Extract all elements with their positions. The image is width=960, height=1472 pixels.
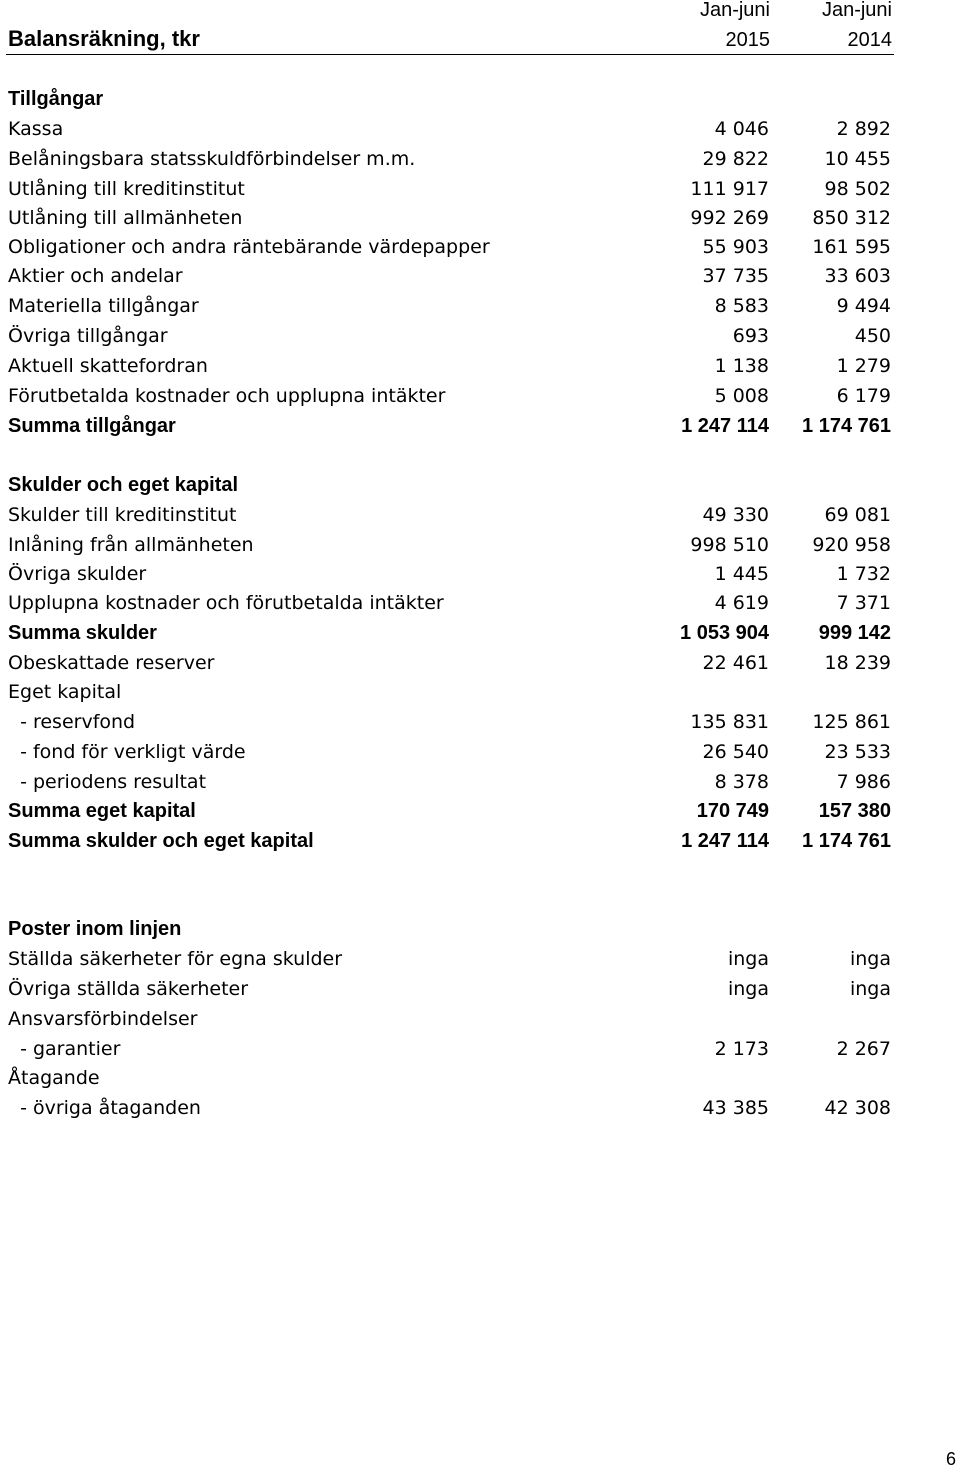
- row-value-2015: 4 619: [714, 592, 769, 614]
- row-value-2015: 135 831: [690, 711, 769, 733]
- header-divider: [6, 54, 894, 55]
- row-value-2015: 49 330: [702, 504, 769, 526]
- table-row: [0, 203, 960, 233]
- row-label: Kassa: [8, 118, 64, 140]
- table-row: [0, 351, 960, 381]
- table-row: [0, 500, 960, 530]
- row-value-2014: 2 892: [836, 118, 891, 140]
- row-value-2015: inga: [727, 978, 769, 1000]
- page-number: 6: [945, 1449, 956, 1469]
- table-row: [0, 588, 960, 618]
- table-row: [0, 796, 960, 826]
- row-value-2015: 22 461: [702, 652, 769, 674]
- column-header-2014-period: Jan-juni: [821, 0, 892, 21]
- row-label: Inlåning från allmänheten: [8, 534, 254, 556]
- row-label: Ställda säkerheter för egna skulder: [8, 948, 343, 970]
- row-label: - övriga åtaganden: [8, 1097, 201, 1119]
- table-row: [0, 737, 960, 767]
- row-value-2015: inga: [727, 948, 769, 970]
- table-row: [0, 677, 960, 707]
- table-row: [0, 1034, 960, 1064]
- row-value-2014: 98 502: [824, 178, 891, 200]
- row-label: Övriga skulder: [8, 563, 147, 585]
- row-label: Poster inom linjen: [8, 918, 182, 940]
- row-value-2015: 4 046: [714, 118, 769, 140]
- row-value-2014: 1 174 761: [802, 415, 891, 437]
- row-value-2014: 10 455: [824, 148, 891, 170]
- row-label: Materiella tillgångar: [8, 295, 199, 317]
- row-value-2014: 850 312: [812, 207, 891, 229]
- table-row: [0, 291, 960, 321]
- table-row: [0, 559, 960, 589]
- row-label: Övriga ställda säkerheter: [8, 978, 249, 1000]
- row-value-2015: 29 822: [702, 148, 769, 170]
- row-value-2015: 5 008: [714, 385, 769, 407]
- row-label: Aktier och andelar: [8, 265, 183, 287]
- row-value-2015: 26 540: [702, 741, 769, 763]
- table-row: [0, 826, 960, 856]
- row-value-2014: 7 986: [836, 771, 891, 793]
- row-value-2014: 23 533: [824, 741, 891, 763]
- row-value-2014: 42 308: [824, 1097, 891, 1119]
- row-value-2015: 693: [732, 325, 769, 347]
- row-value-2015: 37 735: [702, 265, 769, 287]
- row-label: - fond för verkligt värde: [8, 741, 246, 763]
- row-value-2015: 1 247 114: [681, 830, 769, 852]
- table-row: [0, 470, 960, 500]
- table-row: [0, 174, 960, 204]
- row-label: Summa skulder och eget kapital: [8, 830, 314, 852]
- row-label: Summa eget kapital: [8, 800, 196, 822]
- table-row: [0, 411, 960, 441]
- row-label: Utlåning till kreditinstitut: [8, 178, 245, 200]
- table-row: [0, 944, 960, 974]
- row-value-2014: inga: [849, 978, 891, 1000]
- table-row: [0, 144, 960, 174]
- table-row: [0, 1063, 960, 1093]
- column-header-2014-year: 2014: [847, 29, 892, 51]
- table-row: [0, 261, 960, 291]
- row-value-2015: 55 903: [702, 236, 769, 258]
- row-label: Summa tillgångar: [8, 415, 176, 437]
- row-label: Aktuell skattefordran: [8, 355, 208, 377]
- row-value-2015: 2 173: [714, 1038, 769, 1060]
- row-value-2014: 18 239: [824, 652, 891, 674]
- row-label: Övriga tillgångar: [8, 325, 168, 347]
- row-value-2015: 170 749: [696, 800, 769, 822]
- row-label: Ansvarsförbindelser: [8, 1008, 198, 1030]
- row-label: Förutbetalda kostnader och upplupna intäkter: [8, 385, 446, 407]
- row-value-2014: 450: [854, 325, 891, 347]
- row-value-2014: 9 494: [836, 295, 891, 317]
- row-label: Summa skulder: [8, 622, 157, 644]
- table-row: [0, 321, 960, 351]
- row-value-2014: 161 595: [812, 236, 891, 258]
- table-row: [0, 232, 960, 262]
- row-label: Skulder till kreditinstitut: [8, 504, 237, 526]
- table-row: [0, 707, 960, 737]
- row-label: - periodens resultat: [8, 771, 207, 793]
- column-header-2015-period: Jan-juni: [699, 0, 770, 21]
- table-row: [0, 914, 960, 944]
- row-label: Tillgångar: [8, 88, 104, 110]
- row-value-2014: inga: [849, 948, 891, 970]
- table-row: [0, 381, 960, 411]
- table-row: [0, 1004, 960, 1034]
- row-value-2014: 1 174 761: [802, 830, 891, 852]
- row-label: Obligationer och andra räntebärande värdepapper: [8, 236, 490, 258]
- row-value-2015: 1 445: [714, 563, 769, 585]
- table-row: [0, 767, 960, 797]
- row-value-2015: 8 378: [714, 771, 769, 793]
- row-value-2015: 1 247 114: [681, 415, 769, 437]
- row-label: - reservfond: [8, 711, 136, 733]
- row-label: Utlåning till allmänheten: [8, 207, 243, 229]
- column-header-2014: [772, 0, 892, 56]
- row-value-2015: 992 269: [690, 207, 769, 229]
- page-title: Balansräkning, tkr: [8, 26, 200, 51]
- table-row: [0, 618, 960, 648]
- table-row: [0, 114, 960, 144]
- row-value-2014: 2 267: [836, 1038, 891, 1060]
- row-value-2014: 1 279: [836, 355, 891, 377]
- row-value-2015: 1 138: [714, 355, 769, 377]
- row-value-2015: 1 053 904: [680, 622, 769, 644]
- column-header-2015-year: 2015: [725, 29, 770, 51]
- table-row: [0, 84, 960, 114]
- row-label: - garantier: [8, 1038, 121, 1060]
- table-row: [0, 530, 960, 560]
- row-value-2015: 111 917: [690, 178, 769, 200]
- row-value-2014: 7 371: [836, 592, 891, 614]
- row-value-2014: 920 958: [812, 534, 891, 556]
- row-label: Åtagande: [8, 1067, 100, 1089]
- table-row: [0, 1093, 960, 1123]
- row-value-2014: 69 081: [824, 504, 891, 526]
- row-label: Skulder och eget kapital: [8, 474, 239, 496]
- row-value-2015: 43 385: [702, 1097, 769, 1119]
- row-value-2014: 6 179: [836, 385, 891, 407]
- row-value-2015: 8 583: [714, 295, 769, 317]
- row-label: Upplupna kostnader och förutbetalda intäkter: [8, 592, 444, 614]
- row-value-2014: 1 732: [836, 563, 891, 585]
- row-label: Belåningsbara statsskuldförbindelser m.m.: [8, 148, 416, 170]
- table-row: [0, 648, 960, 678]
- row-value-2014: 33 603: [824, 265, 891, 287]
- table-header: [0, 0, 960, 56]
- column-header-2015: [650, 0, 770, 56]
- row-value-2014: 125 861: [812, 711, 891, 733]
- row-value-2015: 998 510: [690, 534, 769, 556]
- row-label: Obeskattade reserver: [8, 652, 215, 674]
- row-value-2014: 157 380: [818, 800, 891, 822]
- table-row: [0, 974, 960, 1004]
- row-value-2014: 999 142: [818, 622, 891, 644]
- row-label: Eget kapital: [8, 681, 122, 703]
